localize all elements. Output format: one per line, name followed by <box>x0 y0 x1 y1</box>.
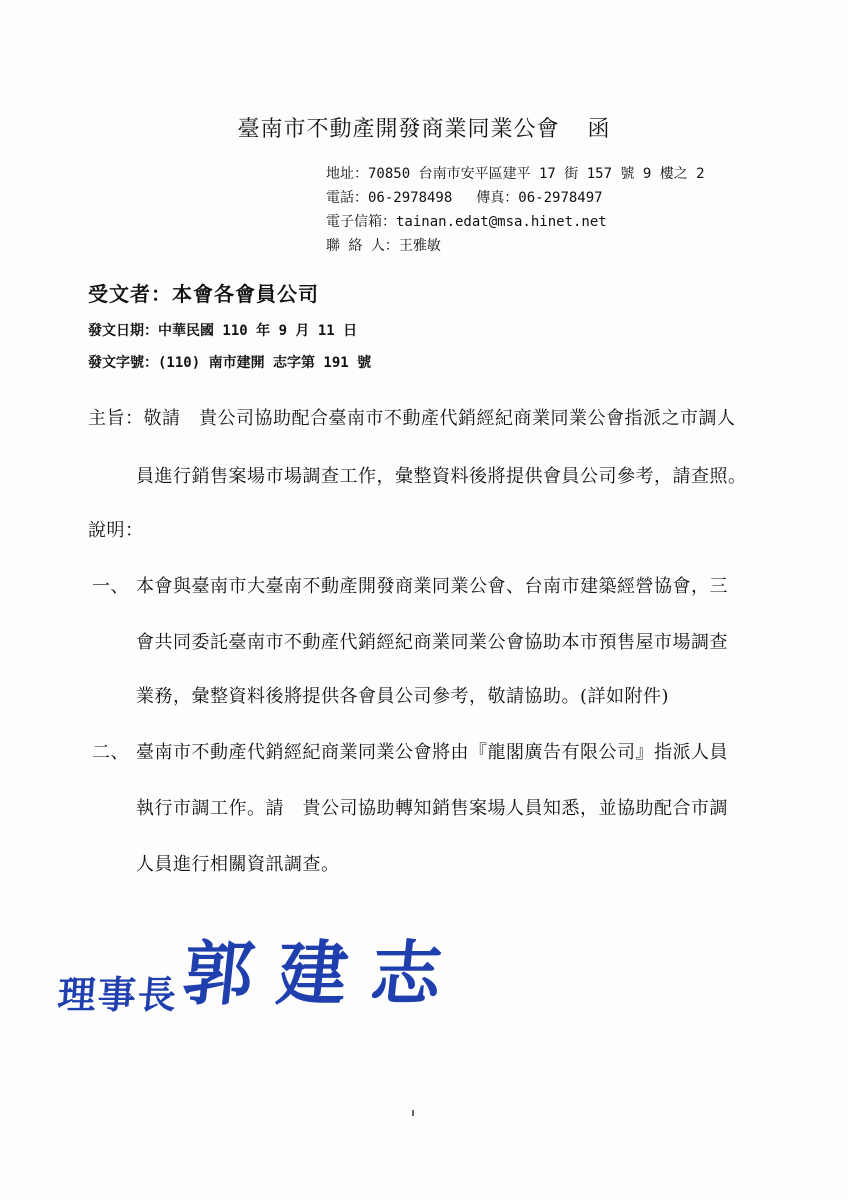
item-2-line-1: 臺南市不動產代銷經紀商業同業公會將由『龍閣廣告有限公司』指派人員 <box>136 742 728 763</box>
scan-speck <box>412 1110 414 1116</box>
chairman-signature-stamp <box>56 918 470 1019</box>
fax-text: 傳真：06-2978497 <box>476 190 603 206</box>
subject-line-2: 員進行銷售案場市場調查工作，彙整資料後將提供會員公司參考，請查照。 <box>136 466 747 487</box>
reference-number: 發文字號：(110) 南市建開 志字第 191 號 <box>88 355 372 371</box>
document-title-text: 臺南市不動產開發商業同業公會 <box>237 117 560 142</box>
phone-text: 電話：06-2978498 <box>326 190 453 206</box>
phone-fax-line <box>326 186 705 210</box>
item-2-line-3: 人員進行相關資訊調查。 <box>136 854 340 875</box>
item-2-line-2: 執行市調工作。請 貴公司協助轉知銷售案場人員知悉，並協助配合市調 <box>136 798 728 819</box>
issue-date: 發文日期：中華民國 110 年 9 月 11 日 <box>88 323 358 339</box>
item-1-line-3: 業務，彙整資料後將提供各會員公司參考，敬請協助。(詳如附件) <box>136 686 670 707</box>
contact-person-line: 聯 絡 人：王雅敏 <box>326 238 441 254</box>
item-1-line-1: 本會與臺南市大臺南不動產開發商業同業公會、台南市建築經營協會，三 <box>136 576 728 597</box>
explanation-label: 說明： <box>88 520 144 541</box>
signature-name: 郭建志 <box>179 933 470 1015</box>
document-title-suffix: 函 <box>587 117 611 142</box>
signature-title: 理事長 <box>56 973 180 1017</box>
address-line: 地址：70850 台南市安平區建平 17 街 157 號 9 樓之 2 <box>326 166 705 182</box>
item-1-line-2: 會共同委託臺南市不動產代銷經紀商業同業公會協助本市預售屋市場調查 <box>136 632 728 653</box>
item-1-number: 一、 <box>92 576 129 597</box>
subject-line-1: 主旨：敬請 貴公司協助配合臺南市不動產代銷經紀商業同業公會指派之市調人 <box>88 408 736 429</box>
document-title <box>0 112 848 143</box>
contact-block <box>326 162 705 258</box>
email-line: 電子信箱：tainan.edat@msa.hinet.net <box>326 214 607 230</box>
recipient: 受文者：本會各會員公司 <box>88 282 319 306</box>
item-2-number: 二、 <box>92 742 129 763</box>
